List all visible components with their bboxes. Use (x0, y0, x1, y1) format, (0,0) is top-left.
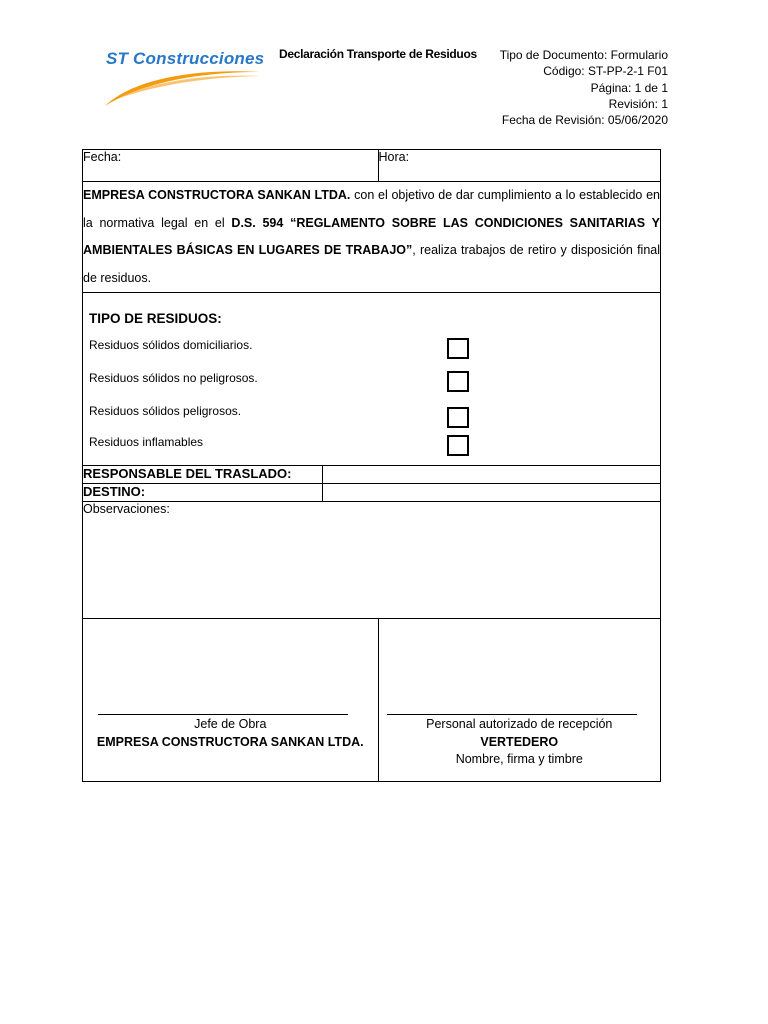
intro-text-1: con el objetivo de dar cumplimiento a lo establecido en la normativa legal en el (83, 188, 660, 230)
intro-paragraph (83, 182, 661, 293)
document-title: Declaración Transporte de Residuos (279, 47, 477, 61)
residuo-label: Residuos sólidos no peligrosos. (89, 371, 258, 385)
signature-line (387, 714, 637, 715)
firma-der-lugar: VERTEDERO (480, 735, 559, 749)
intro-text-2: , realiza trabajos de retiro y disposición final de residuos. (83, 243, 660, 285)
residuo-label: Residuos inflamables (89, 435, 204, 449)
fecha-field[interactable] (83, 150, 379, 182)
tipo-residuos-title: TIPO DE RESIDUOS: (89, 311, 222, 326)
firma-izq-cargo: Jefe de Obra (194, 717, 267, 731)
hora-field[interactable] (378, 150, 660, 182)
firma-der-cargo: Personal autorizado de recepción (426, 717, 613, 731)
residuo-checkbox[interactable] (447, 435, 469, 456)
logo-text: ST Construcciones (106, 49, 265, 68)
meta-revision: Revisión: 1 (608, 96, 668, 111)
residuo-item (83, 367, 660, 400)
meta-codigo: Código: ST-PP-2-1 F01 (543, 64, 668, 79)
residuo-checkbox[interactable] (447, 371, 469, 392)
firma-izq-empresa: EMPRESA CONSTRUCTORA SANKAN LTDA. (96, 735, 364, 749)
destino-label-cell (83, 484, 323, 502)
responsable-label: RESPONSABLE DEL TRASLADO: (83, 466, 292, 481)
tipo-residuos-section (83, 293, 661, 466)
signature-line (98, 714, 348, 715)
destino-input[interactable] (322, 484, 660, 502)
firma-der-detalle: Nombre, firma y timbre (455, 752, 583, 766)
declaration-form (82, 149, 661, 782)
intro-company: EMPRESA CONSTRUCTORA SANKAN LTDA. (83, 188, 351, 202)
meta-tipo: Tipo de Documento: Formulario (499, 48, 668, 62)
document-meta (500, 47, 668, 128)
residuo-label: Residuos sólidos peligrosos. (89, 404, 242, 418)
responsable-input[interactable] (322, 466, 660, 484)
meta-fecha-revision: Fecha de Revisión: 05/06/2020 (501, 113, 668, 128)
residuo-item (83, 334, 660, 367)
observaciones-field[interactable] (83, 502, 661, 619)
meta-pagina: Página: 1 de 1 (590, 80, 668, 95)
observaciones-label: Observaciones: (83, 502, 170, 516)
company-logo (100, 46, 270, 111)
hora-label: Hora: (378, 150, 410, 164)
residuo-item (83, 400, 660, 433)
intro-decree: D.S. 594 “REGLAMENTO SOBRE LAS CONDICIONES SANITARIAS Y AMBIENTALES BÁSICAS EN LUGARES DE TRABAJO” (83, 215, 660, 257)
residuo-label: Residuos sólidos domiciliarios. (89, 338, 253, 352)
responsable-label-cell (83, 466, 323, 484)
residuo-item (83, 433, 660, 455)
residuo-checkbox[interactable] (447, 407, 469, 428)
destino-label: DESTINO: (83, 484, 146, 499)
residuo-checkbox[interactable] (447, 338, 469, 359)
firma-recepcion[interactable] (378, 619, 660, 782)
firma-jefe-obra[interactable] (83, 619, 379, 782)
fecha-label: Fecha: (83, 150, 122, 164)
